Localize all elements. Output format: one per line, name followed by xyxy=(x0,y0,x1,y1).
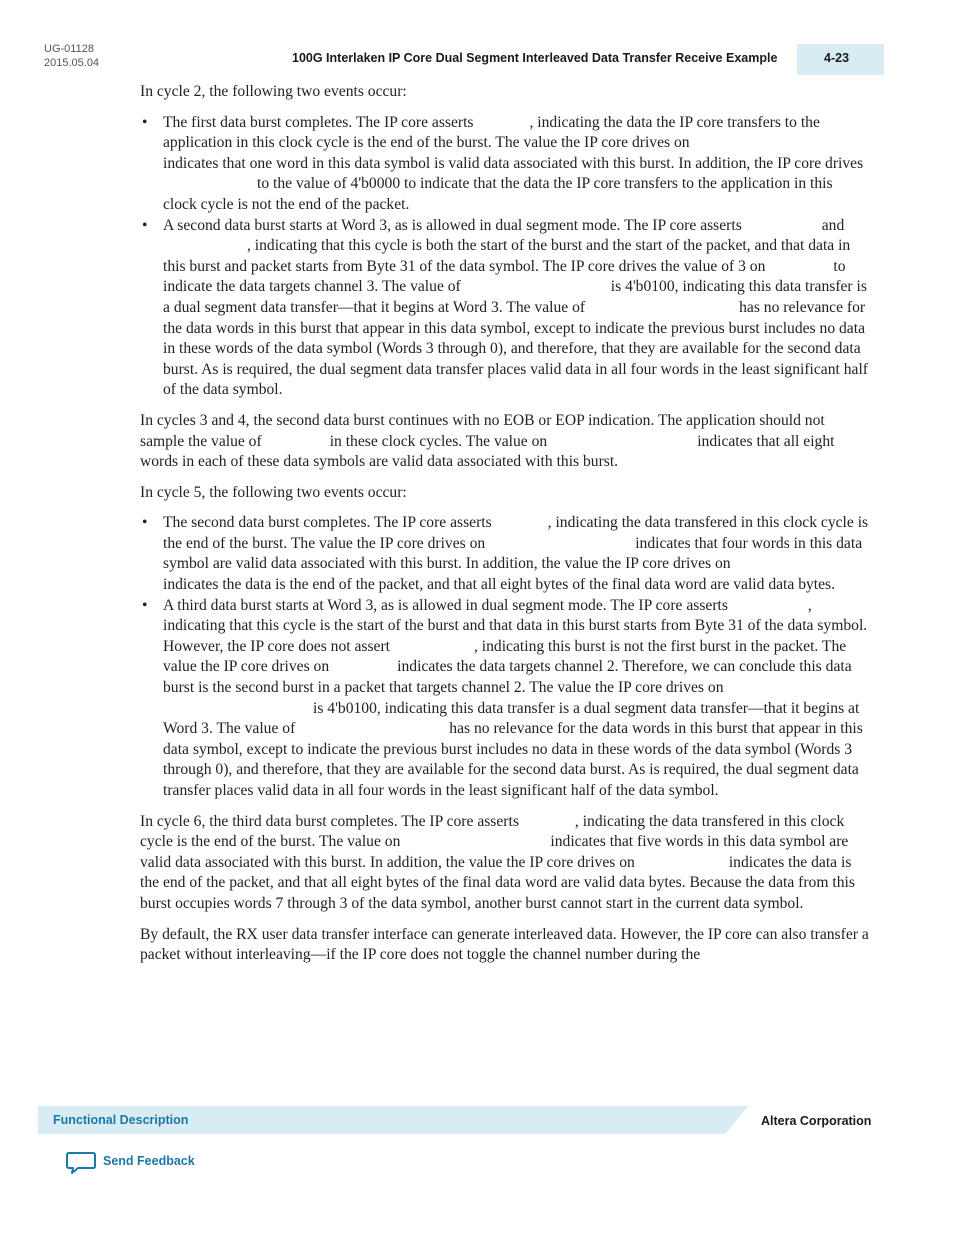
paragraph-default-interleaving: By default, the RX user data transfer interface can generate interleaved data. However, the IP core can also transfer a packet without interleaving—if the IP core does not toggle the channel number during the xyxy=(140,925,869,964)
list-item: • The second data burst completes. The IP core asserts , indicating the data transfered in this clock cycle is the end of the burst. The value the IP core drives on indicates that four words in this data symbol are valid data associated with this burst. In addition, the value the IP core drives onindicates the data is the end of the packet, and that all eight bytes of the final data word are valid data bytes. xyxy=(140,513,870,595)
footer-section-link[interactable]: Functional Description xyxy=(53,1113,189,1127)
running-header-title: 100G Interlaken IP Core Dual Segment Interleaved Data Transfer Receive Example xyxy=(292,51,778,65)
footer-company: Altera Corporation xyxy=(761,1114,872,1128)
document-id-block xyxy=(44,42,99,70)
page-number: 4-23 xyxy=(824,51,850,65)
paragraph-cycle-6: In cycle 6, the third data burst completes. The IP core asserts , indicating the data transfered in this clock cycle is the end of the burst. The value on indicates that five words in this data symbol are valid data associated with this burst. In addition, the value the IP core drives on indicates the data is the end of the packet, and that all eight bytes of the final data word are valid data bytes. Because the data from this burst occupies words 7 through 3 of the data symbol, another burst cannot start in the current data symbol. xyxy=(140,812,855,912)
list-item: • The first data burst completes. The IP core asserts , indicating the data the IP core transfers to the application in this clock cycle is the end of the burst. The value the IP core drives onindicates that one word in this data symbol is valid data associated with this burst. In addition, the IP core drivesto the value of 4'b0000 to indicate that the data the IP core transfers to the application in this clock cycle is not the end of the packet. xyxy=(140,113,870,216)
doc-date: 2015.05.04 xyxy=(44,57,100,69)
cycle-5-events-list xyxy=(140,513,870,801)
page-body xyxy=(140,82,870,976)
list-item: • A second data burst starts at Word 3, as is allowed in dual segment mode. The IP core asserts and, indicating that this cycle is both the start of the burst and the start of the packet, and that data in this burst and packet starts from Byte 31 of the data symbol. The IP core drives the value of 3 on to indicate the data targets channel 3. The value of is 4'b0100, indicating this data transfer is a dual segment data transfer—that it begins at Word 3. The value of has no relevance for the data words in this burst that appear in this data symbol, except to indicate the previous burst includes no data in these words of the data symbol (Words 3 through 0), and therefore, that they are available for the second data burst. As is required, the dual segment data transfer places valid data in all four words in the least significant half of the data symbol. xyxy=(140,216,870,401)
paragraph-cycle-2-intro: In cycle 2, the following two events occur: xyxy=(140,83,407,100)
send-feedback-link[interactable]: Send Feedback xyxy=(103,1154,195,1168)
list-item: • A third data burst starts at Word 3, as is allowed in dual segment mode. The IP core asserts , indicating that this cycle is the start of the burst and that data in this burst starts from Byte 31 of the data symbol. However, the IP core does not assert , indicating this burst is not the first burst in the packet. The value the IP core drives on indicates the data targets channel 2. Therefore, we can conclude this data burst is the second burst in a packet that targets channel 2. The value the IP core drives onis 4'b0100, indicating this data transfer is a dual segment data transfer—that it begins at Word 3. The value of has no relevance for the data words in this burst that appear in this data symbol, except to indicate the previous burst includes no data in these words of the data symbol (Words 3 through 0), and therefore, that they are available for the second data burst. As is required, the dual segment data transfer places valid data in all four words in the least significant half of the data symbol. xyxy=(140,596,870,802)
speech-bubble-icon[interactable] xyxy=(66,1151,96,1175)
paragraph-cycle-5-intro: In cycle 5, the following two events occur: xyxy=(140,483,407,501)
doc-number: UG-01128 xyxy=(44,43,94,55)
paragraph-cycles-3-4: In cycles 3 and 4, the second data burst continues with no EOB or EOP indication. The application should not sample the value of in these clock cycles. The value on indicates that all eight words in each of these data symbols are valid data associated with this burst. xyxy=(140,411,835,471)
cycle-2-events-list xyxy=(140,113,870,401)
